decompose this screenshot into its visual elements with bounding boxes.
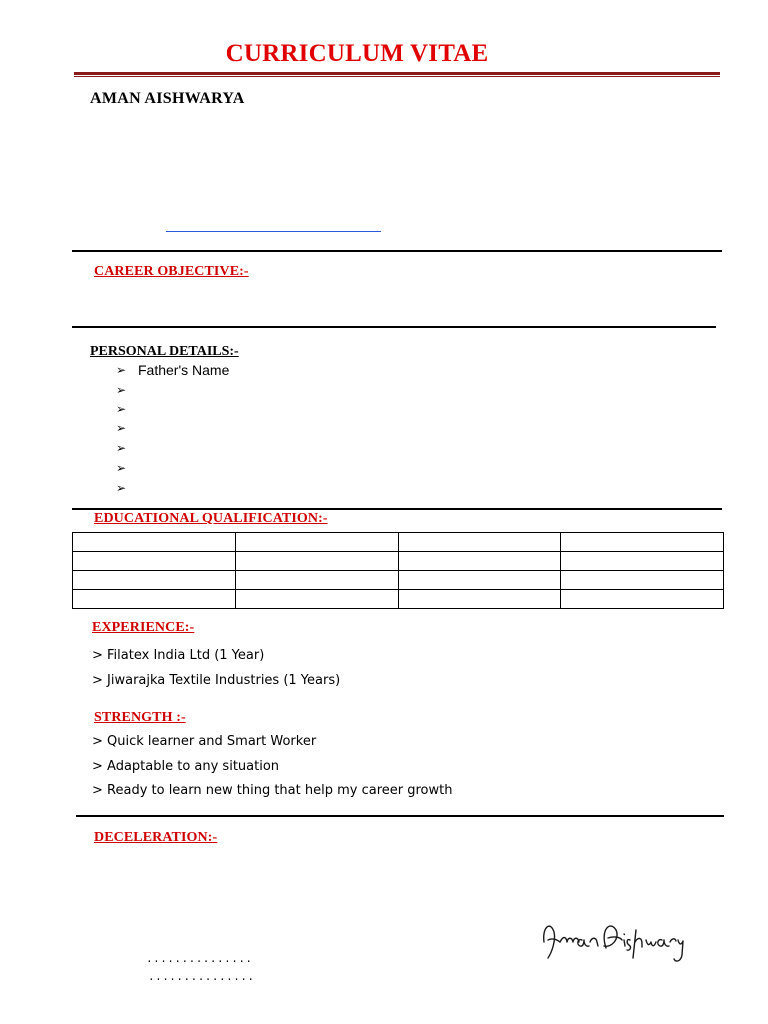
signature-drawing <box>538 912 686 970</box>
cv-title: CURRICULUM VITAE <box>225 40 489 67</box>
table-cell <box>235 552 398 571</box>
personal-detail-item <box>116 418 138 438</box>
personal-detail-item <box>116 438 138 458</box>
table-cell <box>235 533 398 552</box>
table-cell <box>398 552 561 571</box>
candidate-name: AMAN AISHWARYA <box>90 90 245 107</box>
place-placeholder: ............... <box>146 954 253 966</box>
table-row <box>73 571 724 590</box>
arrow-bullet-icon: ➢ <box>116 441 127 455</box>
email-link-underline[interactable] <box>166 231 381 232</box>
table-cell <box>398 590 561 609</box>
table-cell <box>398 533 561 552</box>
personal-detail-item <box>116 399 138 419</box>
career-objective-heading: CAREER OBJECTIVE:- <box>94 264 249 279</box>
table-cell <box>235 571 398 590</box>
table-cell <box>73 590 236 609</box>
strength-heading: STRENGTH :- <box>94 710 186 725</box>
arrow-bullet-icon: ➢ <box>116 481 127 495</box>
table-cell <box>235 590 398 609</box>
personal-details-heading: PERSONAL DETAILS:- <box>90 344 239 359</box>
section-divider <box>72 508 722 510</box>
arrow-bullet-icon: ➢ <box>116 421 127 435</box>
arrow-bullet-icon: ➢ <box>116 461 127 475</box>
table-row <box>73 533 724 552</box>
title-divider-thin <box>74 76 720 77</box>
section-divider <box>72 326 716 328</box>
experience-item: > Jiwarajka Textile Industries (1 Years) <box>92 673 341 688</box>
personal-detail-label: Father's Name <box>138 362 230 378</box>
strength-item: > Adaptable to any situation <box>92 759 280 774</box>
experience-heading: EXPERIENCE:- <box>92 620 195 635</box>
education-heading: EDUCATIONAL QUALIFICATION:- <box>94 511 328 526</box>
table-cell <box>73 552 236 571</box>
table-cell <box>561 552 724 571</box>
table-cell <box>73 571 236 590</box>
handwritten-signature <box>538 912 686 970</box>
personal-detail-item <box>116 360 229 380</box>
table-cell <box>561 571 724 590</box>
section-divider <box>72 250 722 252</box>
table-row <box>73 552 724 571</box>
strength-item: > Quick learner and Smart Worker <box>92 734 317 749</box>
declaration-heading: DECELERATION:- <box>94 830 218 845</box>
table-cell <box>561 533 724 552</box>
experience-item: > Filatex India Ltd (1 Year) <box>92 648 265 663</box>
strength-item: > Ready to learn new thing that help my career growth <box>92 783 453 798</box>
personal-detail-item <box>116 478 138 498</box>
personal-detail-item <box>116 458 138 478</box>
title-divider <box>74 72 720 75</box>
arrow-bullet-icon: ➢ <box>116 383 127 397</box>
table-cell <box>398 571 561 590</box>
personal-detail-item <box>116 380 138 400</box>
table-cell <box>561 590 724 609</box>
arrow-bullet-icon: ➢ <box>116 363 127 377</box>
date-placeholder: ............... <box>148 972 255 984</box>
education-table <box>72 532 724 609</box>
table-row <box>73 590 724 609</box>
arrow-bullet-icon: ➢ <box>116 402 127 416</box>
section-divider <box>76 815 724 817</box>
table-cell <box>73 533 236 552</box>
